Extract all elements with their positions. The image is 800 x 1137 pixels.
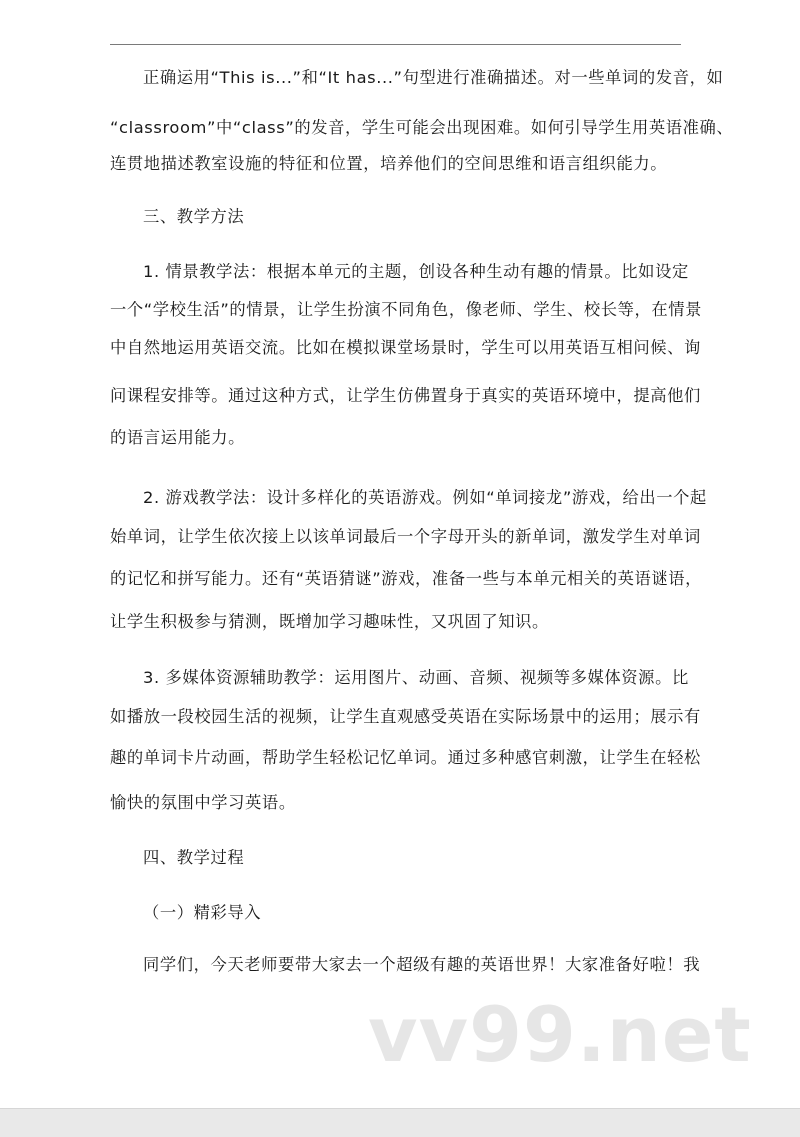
paragraph-line: 同学们，今天老师要带大家去一个超级有趣的英语世界！大家准备好啦！我 xyxy=(143,955,701,974)
paragraph-line: 趣的单词卡片动画，帮助学生轻松记忆单词。通过多种感官刺激，让学生在轻松 xyxy=(110,748,701,767)
paragraph-line: “classroom”中“class”的发音，学生可能会出现困难。如何引导学生用英语准确、 xyxy=(110,118,734,137)
watermark-logo: vv99.net xyxy=(368,990,752,1079)
paragraph-line: 愉快的氛围中学习英语。 xyxy=(110,793,296,812)
paragraph-line: 2. 游戏教学法：设计多样化的英语游戏。例如“单词接龙”游戏，给出一个起 xyxy=(143,488,707,507)
paragraph-line: 3. 多媒体资源辅助教学：运用图片、动画、音频、视频等多媒体资源。比 xyxy=(143,668,689,687)
paragraph-line: 中自然地运用英语交流。比如在模拟课堂场景时，学生可以用英语互相问候、询 xyxy=(110,338,701,357)
paragraph-line: 始单词，让学生依次接上以该单词最后一个字母开头的新单词，激发学生对单词 xyxy=(110,527,701,546)
section-heading: 三、教学方法 xyxy=(143,207,245,226)
paragraph-line: 问课程安排等。通过这种方式，让学生仿佛置身于真实的英语环境中，提高他们 xyxy=(110,386,701,405)
paragraph-line: 让学生积极参与猜测，既增加学习趣味性，又巩固了知识。 xyxy=(110,612,549,631)
paragraph-line: 一个“学校生活”的情景，让学生扮演不同角色，像老师、学生、校长等，在情景 xyxy=(110,300,703,319)
subsection-heading: （一）精彩导入 xyxy=(143,903,262,922)
paragraph-line: 正确运用“This is...”和“It has...”句型进行准确描述。对一些单词的发音，如 xyxy=(143,68,724,87)
paragraph-line: 的语言运用能力。 xyxy=(110,428,246,447)
viewer-bottom-bar xyxy=(0,1108,800,1137)
paragraph-line: 的记忆和拼写能力。还有“英语猜谜”游戏，准备一些与本单元相关的英语谜语， xyxy=(110,569,703,588)
header-divider xyxy=(110,44,681,45)
paragraph-line: 连贯地描述教室设施的特征和位置，培养他们的空间思维和语言组织能力。 xyxy=(110,154,668,173)
section-heading: 四、教学过程 xyxy=(143,848,245,867)
paragraph-line: 1. 情景教学法：根据本单元的主题，创设各种生动有趣的情景。比如设定 xyxy=(143,262,689,281)
paragraph-line: 如播放一段校园生活的视频，让学生直观感受英语在实际场景中的运用；展示有 xyxy=(110,707,701,726)
